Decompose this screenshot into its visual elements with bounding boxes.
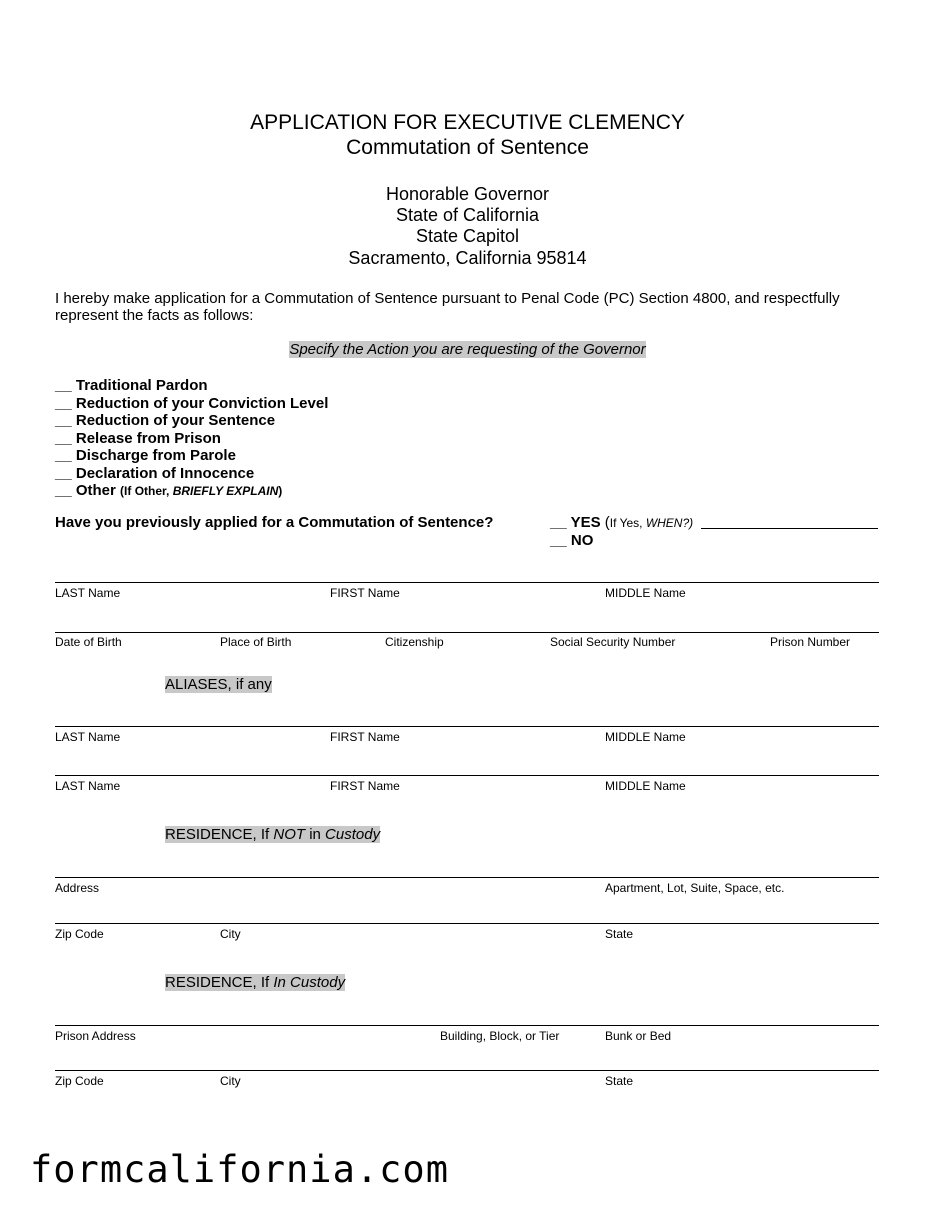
aliases-heading: ALIASES, if any — [165, 676, 272, 693]
action-options — [55, 377, 328, 501]
address-input-line[interactable] — [55, 877, 879, 878]
address-line-2: State of California — [395, 205, 540, 225]
zip-city-input-line[interactable] — [55, 923, 879, 924]
intro-paragraph: I hereby make application for a Commutation of Sentence pursuant to Penal Code (PC) Section 4800, and respectfully represent the facts as follows: — [55, 290, 840, 324]
alias1-last-label: LAST Name — [55, 730, 121, 744]
name-input-line[interactable] — [55, 582, 879, 583]
middle-name-label: MIDDLE Name — [605, 586, 686, 600]
alias2-input-line[interactable] — [55, 775, 879, 776]
address-line-4: Sacramento, California 95814 — [348, 248, 587, 268]
alias2-first-label: FIRST Name — [330, 779, 400, 793]
zip-label: Zip Code — [55, 927, 104, 941]
other-note: (If Other, BRIEFLY EXPLAIN) — [120, 484, 283, 498]
bunk-label: Bunk or Bed — [605, 1029, 672, 1043]
city-label: City — [220, 927, 241, 941]
previous-no[interactable]: __ NO — [550, 532, 594, 549]
bio-input-line[interactable] — [55, 632, 879, 633]
option-traditional-pardon[interactable]: __ Traditional Pardon — [55, 377, 208, 394]
form-subtitle: Commutation of Sentence — [346, 136, 589, 159]
action-heading — [0, 341, 935, 358]
previous-question: Have you previously applied for a Commutation of Sentence? — [55, 514, 494, 531]
address-line-1: Honorable Governor — [385, 184, 550, 204]
apartment-label: Apartment, Lot, Suite, Space, etc. — [605, 881, 785, 895]
last-name-label: LAST Name — [55, 586, 121, 600]
prison-city-label: City — [220, 1074, 241, 1088]
residence-not-custody-heading: RESIDENCE, If NOT in Custody — [165, 826, 381, 843]
prison-number-label: Prison Number — [770, 635, 851, 649]
address-line-3: State Capitol — [415, 226, 520, 246]
option-discharge-parole[interactable]: __ Discharge from Parole — [55, 447, 236, 464]
alias2-middle-label: MIDDLE Name — [605, 779, 686, 793]
previous-yes[interactable]: __ YES (If Yes, WHEN?) — [550, 514, 694, 531]
prison-zip-label: Zip Code — [55, 1074, 104, 1088]
ssn-label: Social Security Number — [550, 635, 676, 649]
option-declaration-innocence[interactable]: __ Declaration of Innocence — [55, 464, 255, 482]
prison-state-label: State — [605, 1074, 634, 1088]
alias1-first-label: FIRST Name — [330, 730, 400, 744]
residence-in-custody-heading: RESIDENCE, If In Custody — [165, 974, 346, 991]
first-name-label: FIRST Name — [330, 586, 400, 600]
when-input-line[interactable] — [701, 528, 878, 529]
option-release-prison[interactable]: __ Release from Prison — [55, 429, 221, 447]
action-heading-text: Specify the Action you are requesting of the Governor — [289, 341, 646, 358]
citizenship-label: Citizenship — [385, 635, 444, 649]
building-label: Building, Block, or Tier — [440, 1029, 560, 1043]
option-reduction-conviction[interactable]: __ Reduction of your Conviction Level — [55, 394, 329, 412]
watermark: formcalifornia.com — [30, 1148, 449, 1191]
prison-address-input-line[interactable] — [55, 1025, 879, 1026]
dob-label: Date of Birth — [55, 635, 122, 649]
prison-zip-input-line[interactable] — [55, 1070, 879, 1071]
option-other[interactable]: __ Other (If Other, BRIEFLY EXPLAIN) — [55, 482, 283, 499]
alias1-middle-label: MIDDLE Name — [605, 730, 686, 744]
address-label: Address — [55, 881, 100, 895]
option-reduction-sentence[interactable]: __ Reduction of your Sentence — [55, 412, 276, 429]
state-label: State — [605, 927, 634, 941]
form-title: APPLICATION FOR EXECUTIVE CLEMENCY — [250, 111, 685, 134]
prison-address-label: Prison Address — [55, 1029, 136, 1043]
alias2-last-label: LAST Name — [55, 779, 121, 793]
alias1-input-line[interactable] — [55, 726, 879, 727]
pob-label: Place of Birth — [220, 635, 292, 649]
